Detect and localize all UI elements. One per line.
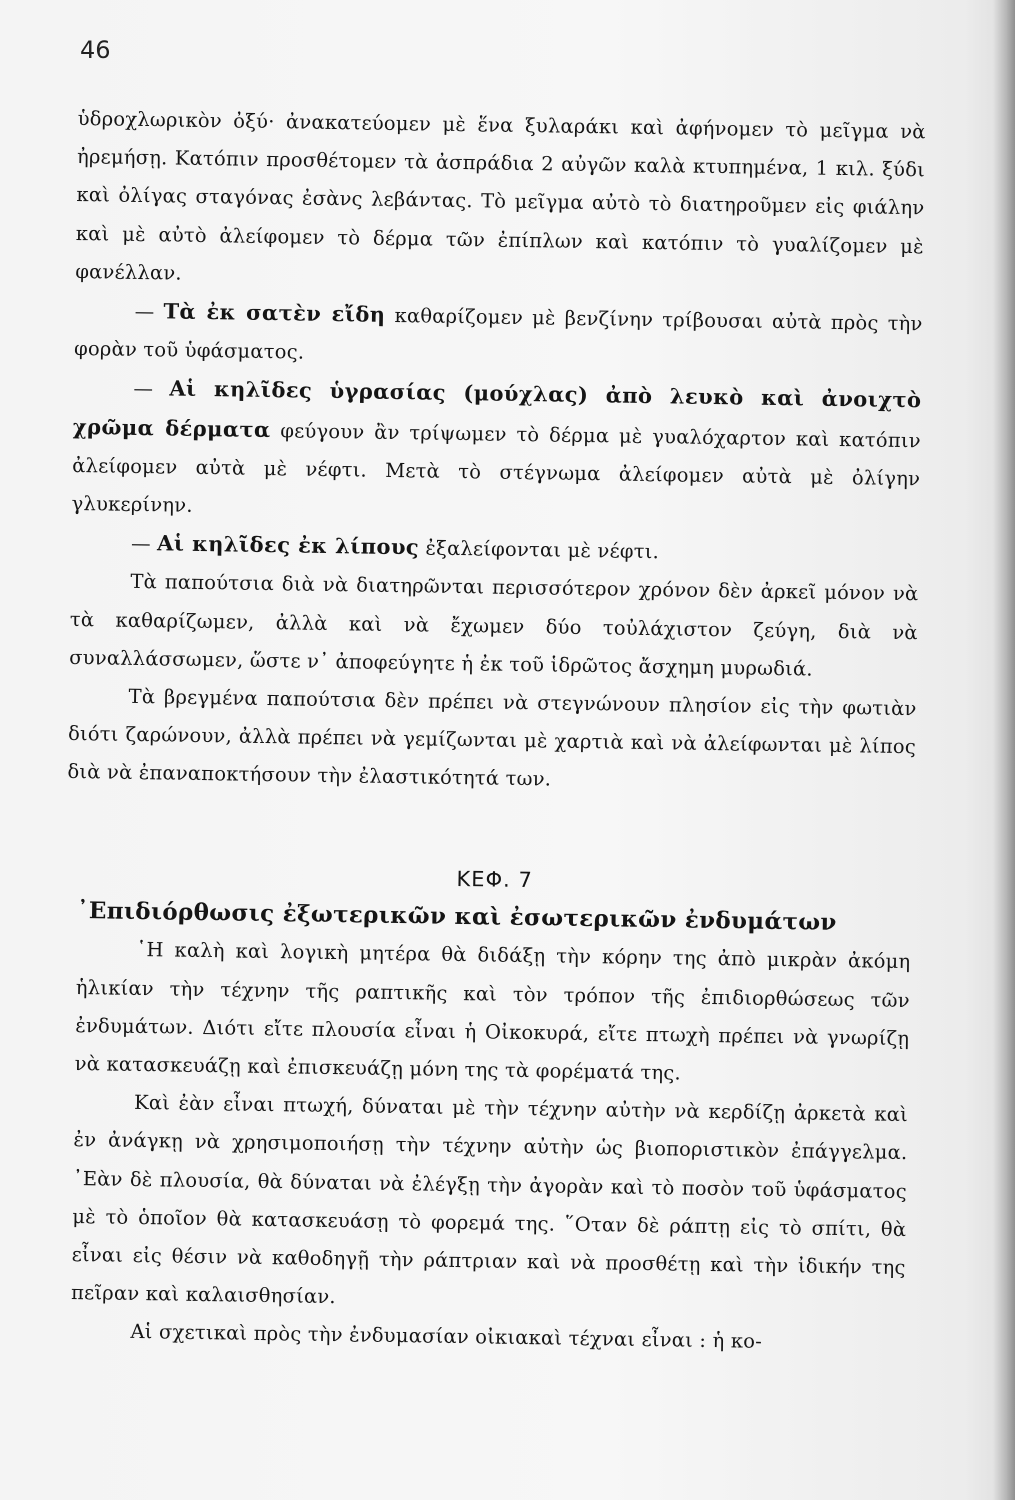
paragraph: Τὰ παπούτσια διὰ νὰ διατηρῶνται περισσότερον χρόνον δὲν ἀρκεῖ μόνον νὰ τὰ καθαρίζωμεν, ἀλλὰ καὶ νὰ ἔχωμεν δύο τοὐλάχιστον ζεύγη, διὰ νὰ συναλλάσσωμεν, ὥστε ν᾿ ἀποφεύγητε ἡ ἐκ τοῦ ἱδρῶτος ἄσχημη μυρωδιά. xyxy=(69,570,919,681)
paragraph: Αἱ σχετικαὶ πρὸς τὴν ἐνδυμασίαν οἰκιακαὶ τέχναι εἶναι : ἡ κο- xyxy=(130,1320,763,1354)
bold-heading: Αἱ κηλῖδες ἐκ λίπους xyxy=(156,530,420,560)
dash: — xyxy=(130,532,151,556)
paragraph: ῾Η καλὴ καὶ λογικὴ μητέρα θὰ διδάξῃ τὴν κόρην της ἀπὸ μικρὰν ἀκόμη ἡλικίαν τὴν τέχνην τῆς ραπτικῆς καὶ τὸν τρόπον τῆς ἐπιδιορθώσεως τῶν ἐνδυμάτων. Διότι εἴτε πλουσία εἶναι ἡ Οἰκοκυρά, εἴτε πτωχὴ πρέπει νὰ γνωρίζῃ νὰ κατασκευάζῃ καὶ ἐπισκευάζῃ μόνη της τὰ φορέματά της. xyxy=(74,938,911,1085)
paragraph-text: φεύγουν ἂν τρίψωμεν τὸ δέρμα μὲ γυαλόχαρτον καὶ κατόπιν ἀλείφομεν αὐτὰ μὲ νέφτι. Μετὰ τὸ στέγνωμα ἀλείφομεν αὐτὰ μὲ ὀλίγην γλυκερίνην. xyxy=(71,418,921,517)
paragraph: Καὶ ἐὰν εἶναι πτωχή, δύναται μὲ τὴν τέχνην αὐτὴν νὰ κερδίζῃ ἀρκετὰ καὶ ἐν ἀνάγκῃ νὰ χρησιμοποιήσῃ τὴν τέχνην αὐτὴν ὡς βιοποριστικὸν ἐπάγγελμα. ᾿Εὰν δὲ πλουσία, θὰ δύναται νὰ ἐλέγξῃ τὴν ἀγορὰν καὶ τὸ ποσὸν τοῦ ὑφάσματος μὲ τὸ ὁποῖον θὰ κατασκευάσῃ τὸ φορεμά της. ῞Οταν δὲ ράπτῃ εἰς τὸ σπίτι, θὰ εἶναι εἰς θέσιν νὰ καθοδηγῇ τὴν ράπτριαν καὶ νὰ προσθέτῃ καὶ τὴν ἰδικήν της πεῖραν καὶ καλαισθησίαν. xyxy=(70,1091,909,1309)
paragraph xyxy=(74,291,923,382)
paragraph-text: ἐξαλείφονται μὲ νέφτι. xyxy=(425,536,660,564)
paragraph: ὑδροχλωρικὸν ὀξύ· ἀνακατεύομεν μὲ ἕνα ξυλαράκι καὶ ἀφήνομεν τὸ μεῖγμα νὰ ἠρεμήσῃ. Κατόπιν προσθέτομεν τὰ ἀσπράδια 2 αὐγῶν καλὰ κτυπημένα, 1 κιλ. ξύδι καὶ ὀλίγας σταγόνας ἐσὰνς λεβάντας. Τὸ μεῖγμα αὐτὸ τὸ διατηροῦμεν εἰς φιάλην καὶ μὲ αὐτὸ ἀλείφομεν τὸ δέρμα τῶν ἐπίπλων καὶ κατόπιν τὸ γυαλίζομεν μὲ φανέλλαν. xyxy=(75,106,926,285)
dash: — xyxy=(134,299,155,324)
text-block-lower xyxy=(70,854,912,1364)
bold-heading: Τὰ ἐκ σατὲν εἴδη xyxy=(163,298,386,327)
chapter-label: ΚΕΦ. 7 xyxy=(456,866,533,893)
paragraph: Τὰ βρεγμένα παπούτσια δὲν πρέπει νὰ στεγνώνουν πλησίον εἰς τὴν φωτιὰν διότι ζαρώνουν, ἀλλὰ πρέπει νὰ γεμίζωνται μὲ χαρτιὰ καὶ νὰ ἀλείφωνται μὲ λίπος διὰ νὰ ἐπαναποκτήσουν τὴν ἐλαστικότητά των. xyxy=(67,684,917,791)
bold-heading: Αἱ κηλῖδες ὑγρασίας (μούχλας) ἀπὸ λευκὸ καὶ ἀνοιχτὸ χρῶμα δέρματα xyxy=(72,375,922,442)
paragraph xyxy=(71,368,921,536)
paragraph-text: καθαρίζομεν μὲ βενζίνην τρίβουσαι αὐτὰ πρὸς τὴν φορὰν τοῦ ὑφάσματος. xyxy=(73,304,923,364)
chapter-title: ᾿Επιδιόρθωσις ἐξωτερικῶν καὶ ἐσωτερικῶν ἐνδυμάτων xyxy=(76,897,837,937)
dash: — xyxy=(133,377,154,401)
page-number: 46 xyxy=(80,36,111,64)
page-edge-shadow xyxy=(993,0,1015,1500)
text-block-upper xyxy=(67,100,926,805)
